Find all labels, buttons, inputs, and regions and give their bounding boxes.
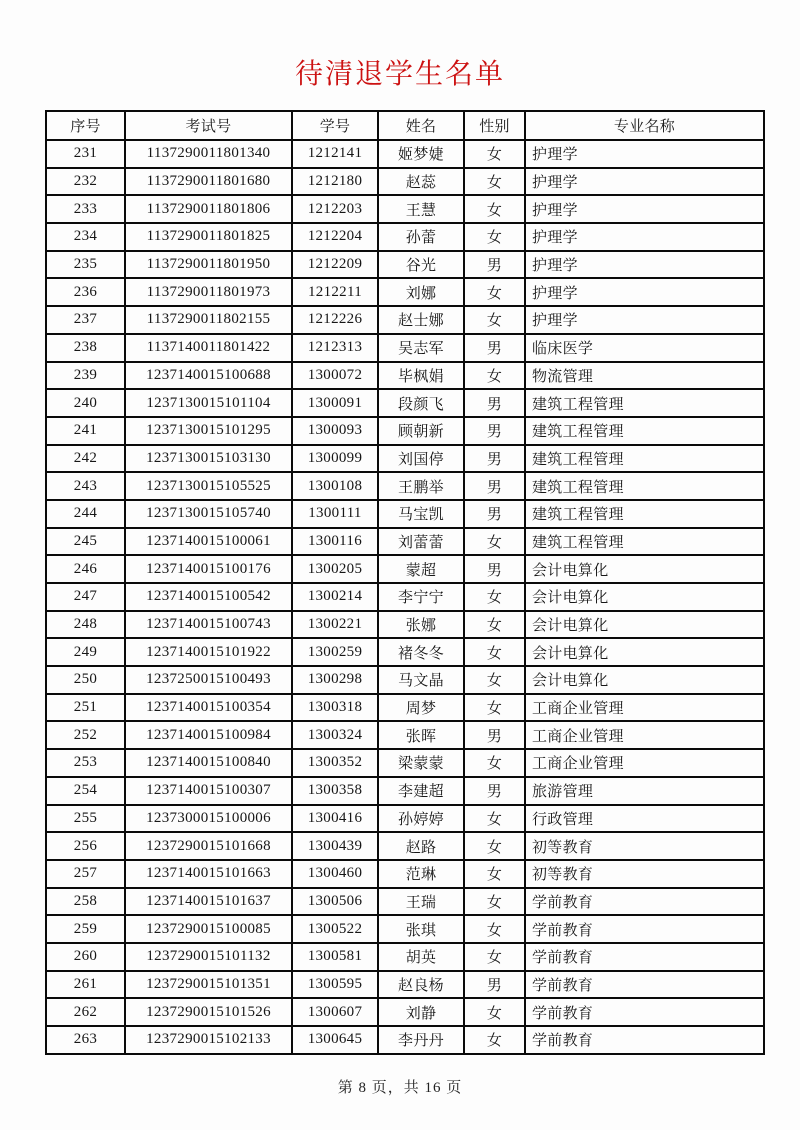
table-row — [46, 168, 764, 196]
table-row — [46, 472, 764, 500]
cell-major: 学前教育 — [525, 888, 764, 916]
cell-name: 李建超 — [378, 777, 464, 805]
cell-gender: 男 — [464, 334, 525, 362]
cell-major: 学前教育 — [525, 998, 764, 1026]
cell-exam-number: 1237130015101295 — [125, 417, 292, 445]
cell-index: 263 — [46, 1026, 125, 1054]
cell-name: 赵蕊 — [378, 168, 464, 196]
cell-exam-number: 1137290011801950 — [125, 251, 292, 279]
cell-index: 244 — [46, 500, 125, 528]
cell-gender: 男 — [464, 251, 525, 279]
cell-index: 252 — [46, 721, 125, 749]
table-row — [46, 694, 764, 722]
table-row — [46, 306, 764, 334]
cell-student-number: 1300259 — [292, 638, 378, 666]
cell-student-number: 1300324 — [292, 721, 378, 749]
table-header-row — [46, 111, 764, 140]
cell-major: 会计电算化 — [525, 611, 764, 639]
cell-major: 建筑工程管理 — [525, 500, 764, 528]
cell-student-number: 1300506 — [292, 888, 378, 916]
cell-student-number: 1300439 — [292, 832, 378, 860]
cell-student-number: 1300460 — [292, 860, 378, 888]
table-row — [46, 140, 764, 168]
cell-exam-number: 1237290015100085 — [125, 915, 292, 943]
cell-major: 行政管理 — [525, 805, 764, 833]
cell-exam-number: 1237140015101663 — [125, 860, 292, 888]
table-row — [46, 362, 764, 390]
cell-student-number: 1212204 — [292, 223, 378, 251]
cell-name: 赵士娜 — [378, 306, 464, 334]
cell-student-number: 1300298 — [292, 666, 378, 694]
cell-major: 建筑工程管理 — [525, 389, 764, 417]
cell-exam-number: 1237290015102133 — [125, 1026, 292, 1054]
col-header-student-number: 学号 — [292, 111, 378, 140]
cell-index: 251 — [46, 694, 125, 722]
cell-student-number: 1300352 — [292, 749, 378, 777]
cell-index: 247 — [46, 583, 125, 611]
cell-gender: 女 — [464, 860, 525, 888]
cell-exam-number: 1237290015101132 — [125, 943, 292, 971]
table-row — [46, 278, 764, 306]
cell-gender: 女 — [464, 611, 525, 639]
cell-major: 初等教育 — [525, 832, 764, 860]
cell-index: 258 — [46, 888, 125, 916]
cell-major: 学前教育 — [525, 915, 764, 943]
cell-index: 243 — [46, 472, 125, 500]
cell-student-number: 1212141 — [292, 140, 378, 168]
cell-name: 刘蕾蕾 — [378, 528, 464, 556]
cell-gender: 女 — [464, 888, 525, 916]
cell-index: 237 — [46, 306, 125, 334]
cell-exam-number: 1137290011801806 — [125, 195, 292, 223]
cell-student-number: 1300116 — [292, 528, 378, 556]
cell-student-number: 1300093 — [292, 417, 378, 445]
cell-major: 工商企业管理 — [525, 721, 764, 749]
cell-student-number: 1212209 — [292, 251, 378, 279]
cell-name: 张娜 — [378, 611, 464, 639]
cell-name: 褚冬冬 — [378, 638, 464, 666]
cell-index: 257 — [46, 860, 125, 888]
table-row — [46, 943, 764, 971]
cell-exam-number: 1237140015101922 — [125, 638, 292, 666]
cell-name: 马宝凯 — [378, 500, 464, 528]
cell-student-number: 1300091 — [292, 389, 378, 417]
cell-name: 谷光 — [378, 251, 464, 279]
cell-index: 250 — [46, 666, 125, 694]
cell-index: 240 — [46, 389, 125, 417]
cell-name: 范琳 — [378, 860, 464, 888]
cell-exam-number: 1237140015100176 — [125, 555, 292, 583]
cell-exam-number: 1237250015100493 — [125, 666, 292, 694]
cell-index: 238 — [46, 334, 125, 362]
table-row — [46, 998, 764, 1026]
cell-major: 初等教育 — [525, 860, 764, 888]
col-header-name: 姓名 — [378, 111, 464, 140]
table-row — [46, 638, 764, 666]
cell-name: 段颜飞 — [378, 389, 464, 417]
cell-major: 建筑工程管理 — [525, 472, 764, 500]
cell-major: 学前教育 — [525, 971, 764, 999]
cell-name: 蒙超 — [378, 555, 464, 583]
cell-major: 护理学 — [525, 140, 764, 168]
cell-exam-number: 1237140015100354 — [125, 694, 292, 722]
cell-major: 建筑工程管理 — [525, 417, 764, 445]
cell-gender: 女 — [464, 998, 525, 1026]
cell-index: 245 — [46, 528, 125, 556]
table-row — [46, 1026, 764, 1054]
cell-major: 护理学 — [525, 195, 764, 223]
cell-gender: 女 — [464, 168, 525, 196]
cell-name: 刘国停 — [378, 445, 464, 473]
cell-major: 物流管理 — [525, 362, 764, 390]
cell-name: 赵良杨 — [378, 971, 464, 999]
cell-exam-number: 1237140015100061 — [125, 528, 292, 556]
cell-gender: 女 — [464, 528, 525, 556]
cell-index: 259 — [46, 915, 125, 943]
cell-name: 姬梦婕 — [378, 140, 464, 168]
cell-gender: 女 — [464, 583, 525, 611]
col-header-major: 专业名称 — [525, 111, 764, 140]
table-row — [46, 860, 764, 888]
table-row — [46, 611, 764, 639]
cell-index: 233 — [46, 195, 125, 223]
cell-student-number: 1300318 — [292, 694, 378, 722]
cell-index: 260 — [46, 943, 125, 971]
cell-exam-number: 1237140015100542 — [125, 583, 292, 611]
cell-index: 246 — [46, 555, 125, 583]
cell-student-number: 1300522 — [292, 915, 378, 943]
cell-name: 李宁宁 — [378, 583, 464, 611]
table-row — [46, 666, 764, 694]
table-row — [46, 251, 764, 279]
cell-name: 赵路 — [378, 832, 464, 860]
cell-exam-number: 1237290015101668 — [125, 832, 292, 860]
page-title: 待清退学生名单 — [294, 59, 505, 90]
cell-name: 王瑞 — [378, 888, 464, 916]
cell-exam-number: 1237140015101637 — [125, 888, 292, 916]
cell-gender: 男 — [464, 417, 525, 445]
cell-gender: 男 — [464, 777, 525, 805]
cell-major: 建筑工程管理 — [525, 445, 764, 473]
cell-major: 临床医学 — [525, 334, 764, 362]
cell-exam-number: 1237140015100984 — [125, 721, 292, 749]
cell-gender: 女 — [464, 694, 525, 722]
table-row — [46, 445, 764, 473]
cell-gender: 女 — [464, 943, 525, 971]
cell-major: 工商企业管理 — [525, 694, 764, 722]
cell-student-number: 1212313 — [292, 334, 378, 362]
cell-exam-number: 1137290011801340 — [125, 140, 292, 168]
cell-index: 254 — [46, 777, 125, 805]
cell-student-number: 1300595 — [292, 971, 378, 999]
cell-exam-number: 1237140015100840 — [125, 749, 292, 777]
table-row — [46, 500, 764, 528]
cell-gender: 女 — [464, 140, 525, 168]
cell-student-number: 1300072 — [292, 362, 378, 390]
cell-index: 261 — [46, 971, 125, 999]
cell-name: 王慧 — [378, 195, 464, 223]
cell-index: 253 — [46, 749, 125, 777]
cell-student-number: 1300358 — [292, 777, 378, 805]
cell-name: 周梦 — [378, 694, 464, 722]
table-row — [46, 915, 764, 943]
cell-major: 护理学 — [525, 278, 764, 306]
cell-student-number: 1300108 — [292, 472, 378, 500]
page-number: 第 8 页，共 16 页 — [337, 1080, 463, 1096]
cell-gender: 男 — [464, 721, 525, 749]
col-header-gender: 性别 — [464, 111, 525, 140]
cell-gender: 女 — [464, 362, 525, 390]
cell-exam-number: 1237130015101104 — [125, 389, 292, 417]
cell-name: 张晖 — [378, 721, 464, 749]
table-row — [46, 555, 764, 583]
table-row — [46, 749, 764, 777]
cell-exam-number: 1237140015100743 — [125, 611, 292, 639]
table-row — [46, 721, 764, 749]
cell-gender: 男 — [464, 555, 525, 583]
cell-gender: 男 — [464, 500, 525, 528]
cell-index: 248 — [46, 611, 125, 639]
table-row — [46, 334, 764, 362]
cell-major: 会计电算化 — [525, 666, 764, 694]
cell-name: 刘娜 — [378, 278, 464, 306]
cell-major: 学前教育 — [525, 943, 764, 971]
cell-exam-number: 1237300015100006 — [125, 805, 292, 833]
cell-name: 张琪 — [378, 915, 464, 943]
cell-gender: 女 — [464, 915, 525, 943]
cell-index: 256 — [46, 832, 125, 860]
cell-student-number: 1300111 — [292, 500, 378, 528]
cell-gender: 女 — [464, 1026, 525, 1054]
cell-exam-number: 1237140015100688 — [125, 362, 292, 390]
col-header-exam-number: 考试号 — [125, 111, 292, 140]
cell-exam-number: 1137290011801680 — [125, 168, 292, 196]
cell-name: 孙蕾 — [378, 223, 464, 251]
cell-gender: 男 — [464, 472, 525, 500]
cell-name: 李丹丹 — [378, 1026, 464, 1054]
cell-index: 262 — [46, 998, 125, 1026]
cell-name: 王鹏举 — [378, 472, 464, 500]
cell-exam-number: 1237130015105525 — [125, 472, 292, 500]
cell-name: 刘静 — [378, 998, 464, 1026]
cell-student-number: 1300416 — [292, 805, 378, 833]
cell-index: 234 — [46, 223, 125, 251]
cell-major: 护理学 — [525, 223, 764, 251]
cell-index: 235 — [46, 251, 125, 279]
cell-major: 护理学 — [525, 306, 764, 334]
cell-major: 会计电算化 — [525, 638, 764, 666]
cell-name: 毕枫娟 — [378, 362, 464, 390]
cell-gender: 女 — [464, 638, 525, 666]
student-table — [45, 110, 765, 1055]
cell-name: 胡英 — [378, 943, 464, 971]
cell-gender: 女 — [464, 749, 525, 777]
table-row — [46, 583, 764, 611]
cell-student-number: 1300221 — [292, 611, 378, 639]
cell-gender: 男 — [464, 971, 525, 999]
cell-gender: 女 — [464, 805, 525, 833]
cell-name: 马文晶 — [378, 666, 464, 694]
cell-name: 梁蒙蒙 — [378, 749, 464, 777]
cell-index: 241 — [46, 417, 125, 445]
cell-major: 护理学 — [525, 251, 764, 279]
cell-student-number: 1300099 — [292, 445, 378, 473]
table-row — [46, 888, 764, 916]
cell-student-number: 1300607 — [292, 998, 378, 1026]
cell-exam-number: 1237290015101526 — [125, 998, 292, 1026]
cell-gender: 女 — [464, 666, 525, 694]
cell-index: 249 — [46, 638, 125, 666]
cell-exam-number: 1137290011802155 — [125, 306, 292, 334]
cell-major: 会计电算化 — [525, 583, 764, 611]
cell-student-number: 1300214 — [292, 583, 378, 611]
cell-student-number: 1212203 — [292, 195, 378, 223]
col-header-index: 序号 — [46, 111, 125, 140]
table-row — [46, 389, 764, 417]
cell-gender: 女 — [464, 278, 525, 306]
cell-student-number: 1300581 — [292, 943, 378, 971]
table-row — [46, 777, 764, 805]
cell-index: 236 — [46, 278, 125, 306]
cell-major: 旅游管理 — [525, 777, 764, 805]
cell-index: 231 — [46, 140, 125, 168]
cell-exam-number: 1137290011801825 — [125, 223, 292, 251]
cell-exam-number: 1137290011801973 — [125, 278, 292, 306]
cell-student-number: 1300205 — [292, 555, 378, 583]
cell-student-number: 1212211 — [292, 278, 378, 306]
cell-gender: 男 — [464, 389, 525, 417]
cell-name: 顾朝新 — [378, 417, 464, 445]
cell-gender: 女 — [464, 832, 525, 860]
cell-major: 护理学 — [525, 168, 764, 196]
cell-index: 242 — [46, 445, 125, 473]
cell-index: 255 — [46, 805, 125, 833]
cell-gender: 女 — [464, 223, 525, 251]
cell-exam-number: 1237130015105740 — [125, 500, 292, 528]
table-row — [46, 971, 764, 999]
table-row — [46, 832, 764, 860]
table-row — [46, 417, 764, 445]
cell-exam-number: 1137140011801422 — [125, 334, 292, 362]
cell-major: 会计电算化 — [525, 555, 764, 583]
cell-student-number: 1300645 — [292, 1026, 378, 1054]
cell-name: 孙婷婷 — [378, 805, 464, 833]
cell-student-number: 1212226 — [292, 306, 378, 334]
cell-major: 工商企业管理 — [525, 749, 764, 777]
table-row — [46, 195, 764, 223]
cell-major: 学前教育 — [525, 1026, 764, 1054]
cell-major: 建筑工程管理 — [525, 528, 764, 556]
cell-name: 吴志军 — [378, 334, 464, 362]
cell-exam-number: 1237290015101351 — [125, 971, 292, 999]
cell-index: 232 — [46, 168, 125, 196]
cell-gender: 女 — [464, 306, 525, 334]
table-row — [46, 223, 764, 251]
table-row — [46, 528, 764, 556]
cell-exam-number: 1237130015103130 — [125, 445, 292, 473]
table-row — [46, 805, 764, 833]
cell-gender: 男 — [464, 445, 525, 473]
cell-gender: 女 — [464, 195, 525, 223]
cell-index: 239 — [46, 362, 125, 390]
cell-exam-number: 1237140015100307 — [125, 777, 292, 805]
cell-student-number: 1212180 — [292, 168, 378, 196]
